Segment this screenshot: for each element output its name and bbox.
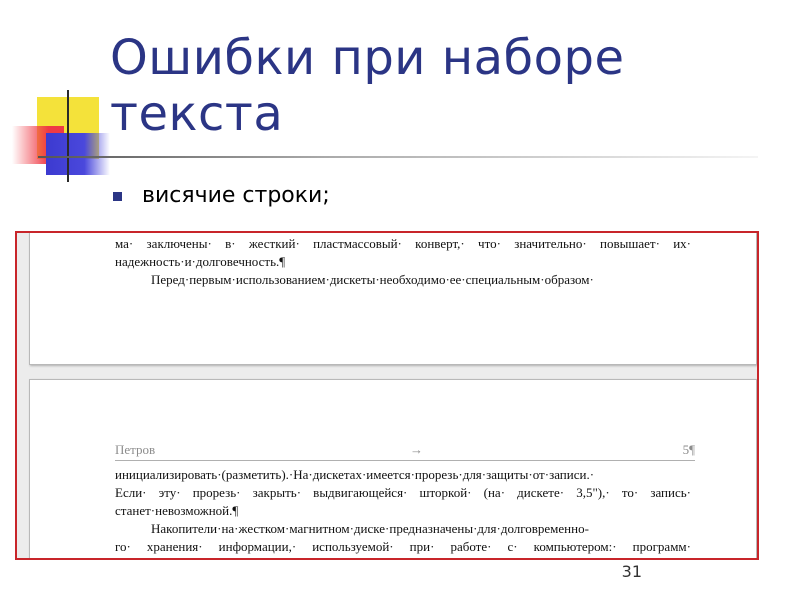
- document-page-top: [29, 231, 757, 365]
- doc-line: Перед·первым·использованием·дискеты·необходимо·ее·специальным·образом·: [151, 272, 594, 287]
- decor-horizontal-line: [38, 156, 758, 158]
- page-header: [115, 442, 695, 461]
- doc-line: Накопители·на·жестком·магнитном·диске·предназначены·для·долговременно-: [151, 521, 589, 536]
- bullet-text: висячие строки;: [142, 183, 330, 208]
- slide-title-line-2: текста: [110, 86, 284, 142]
- bullet-item: [113, 183, 330, 208]
- page-header-number: 5¶: [682, 442, 695, 457]
- slide-title: [110, 30, 625, 142]
- tab-arrow-icon: →: [410, 442, 423, 457]
- doc-line: Если· эту· прорезь· закрыть· выдвигающейся· шторкой· (на· дискете· 3,5"),· то· запись·: [115, 485, 691, 500]
- slide-title-line-1: Ошибки при наборе: [110, 30, 625, 86]
- doc-line: го· хранения· информации,· используемой· при· работе· с· компьютером:· программ·: [115, 539, 691, 554]
- doc-line: станет·невозможной.¶: [115, 503, 239, 518]
- decor-blue-square: [46, 133, 110, 175]
- document-screenshot-frame: [15, 231, 759, 560]
- doc-line: ма· заключены· в· жесткий· пластмассовый· конверт,· что· значительно· повышает· их·: [115, 236, 691, 251]
- page-bottom-text: [115, 466, 691, 556]
- decor-vertical-line: [67, 90, 69, 182]
- slide-number: 31: [621, 562, 642, 581]
- page-header-author: Петров: [115, 442, 156, 457]
- page-top-text: [115, 235, 691, 289]
- bullet-square-icon: [113, 192, 122, 201]
- doc-line: инициализировать·(разметить).·На·дискетах·имеется·прорезь·для·защиты·от·записи.·: [115, 467, 595, 482]
- document-page-bottom: [29, 379, 757, 560]
- doc-line: надежность·и·долговечность.¶: [115, 254, 286, 269]
